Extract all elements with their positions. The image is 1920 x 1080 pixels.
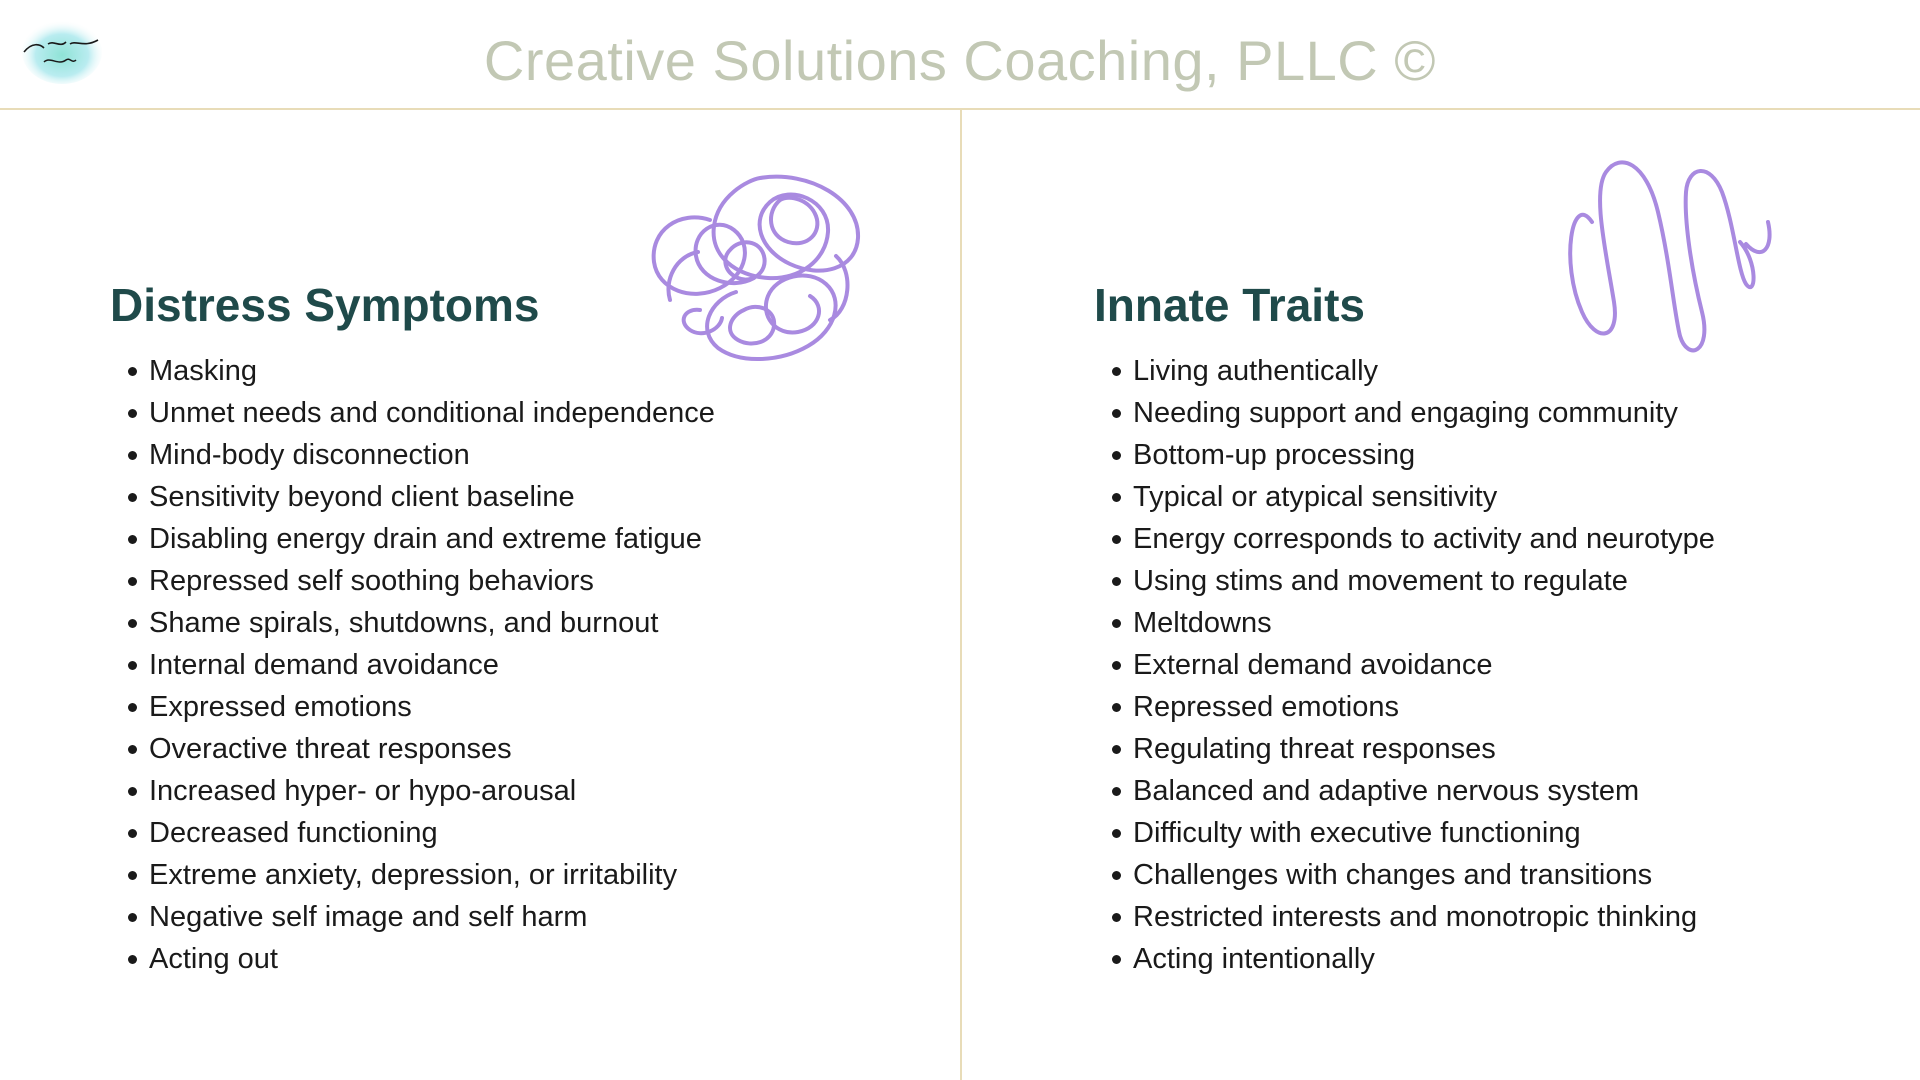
- bullet-icon: [1112, 703, 1121, 712]
- bullet-icon: [1112, 451, 1121, 460]
- bullet-icon: [128, 661, 137, 670]
- wavy-line-icon: [1562, 152, 1772, 357]
- list-item: Increased hyper- or hypo-arousal: [128, 770, 715, 812]
- bullet-icon: [1112, 913, 1121, 922]
- bullet-icon: [128, 787, 137, 796]
- innate-traits-list: [1112, 350, 1715, 980]
- list-item: Energy corresponds to activity and neurotype: [1112, 518, 1715, 560]
- innate-traits-column: [1094, 110, 1894, 1070]
- list-item: Needing support and engaging community: [1112, 392, 1715, 434]
- bullet-icon: [1112, 493, 1121, 502]
- list-item: Meltdowns: [1112, 602, 1715, 644]
- bullet-icon: [128, 913, 137, 922]
- bullet-icon: [128, 829, 137, 838]
- list-item: Negative self image and self harm: [128, 896, 715, 938]
- bullet-icon: [128, 955, 137, 964]
- bullet-icon: [1112, 577, 1121, 586]
- list-item: Difficulty with executive functioning: [1112, 812, 1715, 854]
- innate-traits-heading: Innate Traits: [1094, 279, 1365, 331]
- bullet-icon: [1112, 955, 1121, 964]
- list-item: Bottom-up processing: [1112, 434, 1715, 476]
- bullet-icon: [1112, 367, 1121, 376]
- list-item: Regulating threat responses: [1112, 728, 1715, 770]
- list-item: Repressed self soothing behaviors: [128, 560, 715, 602]
- bullet-icon: [1112, 535, 1121, 544]
- bullet-icon: [128, 619, 137, 628]
- list-item: Typical or atypical sensitivity: [1112, 476, 1715, 518]
- list-item: Acting out: [128, 938, 715, 980]
- tangled-scribble-icon: [640, 160, 870, 365]
- list-item: Mind-body disconnection: [128, 434, 715, 476]
- bullet-icon: [128, 535, 137, 544]
- bullet-icon: [128, 703, 137, 712]
- list-item: Challenges with changes and transitions: [1112, 854, 1715, 896]
- bullet-icon: [128, 493, 137, 502]
- bullet-icon: [128, 451, 137, 460]
- bullet-icon: [1112, 871, 1121, 880]
- bullet-icon: [128, 409, 137, 418]
- list-item: Extreme anxiety, depression, or irritability: [128, 854, 715, 896]
- bullet-icon: [1112, 661, 1121, 670]
- list-item: Decreased functioning: [128, 812, 715, 854]
- list-item: Using stims and movement to regulate: [1112, 560, 1715, 602]
- list-item: Sensitivity beyond client baseline: [128, 476, 715, 518]
- site-title: Creative Solutions Coaching, PLLC ©: [483, 29, 1437, 92]
- bullet-icon: [1112, 409, 1121, 418]
- list-item: Unmet needs and conditional independence: [128, 392, 715, 434]
- list-item: Disabling energy drain and extreme fatigue: [128, 518, 715, 560]
- list-item: Balanced and adaptive nervous system: [1112, 770, 1715, 812]
- page-header: [0, 0, 1920, 110]
- bullet-icon: [128, 871, 137, 880]
- bullet-icon: [128, 367, 137, 376]
- bullet-icon: [128, 577, 137, 586]
- list-item: Repressed emotions: [1112, 686, 1715, 728]
- list-item: Shame spirals, shutdowns, and burnout: [128, 602, 715, 644]
- bullet-icon: [1112, 745, 1121, 754]
- list-item: Masking: [128, 350, 715, 392]
- list-item: Living authentically: [1112, 350, 1715, 392]
- bullet-icon: [128, 745, 137, 754]
- bullet-icon: [1112, 619, 1121, 628]
- bullet-icon: [1112, 787, 1121, 796]
- distress-symptoms-heading: Distress Symptoms: [110, 279, 540, 331]
- list-item: Acting intentionally: [1112, 938, 1715, 980]
- bullet-icon: [1112, 829, 1121, 838]
- list-item: Internal demand avoidance: [128, 644, 715, 686]
- column-divider: [960, 110, 962, 1080]
- distress-symptoms-list: [128, 350, 715, 980]
- list-item: External demand avoidance: [1112, 644, 1715, 686]
- list-item: Overactive threat responses: [128, 728, 715, 770]
- list-item: Restricted interests and monotropic thinking: [1112, 896, 1715, 938]
- list-item: Expressed emotions: [128, 686, 715, 728]
